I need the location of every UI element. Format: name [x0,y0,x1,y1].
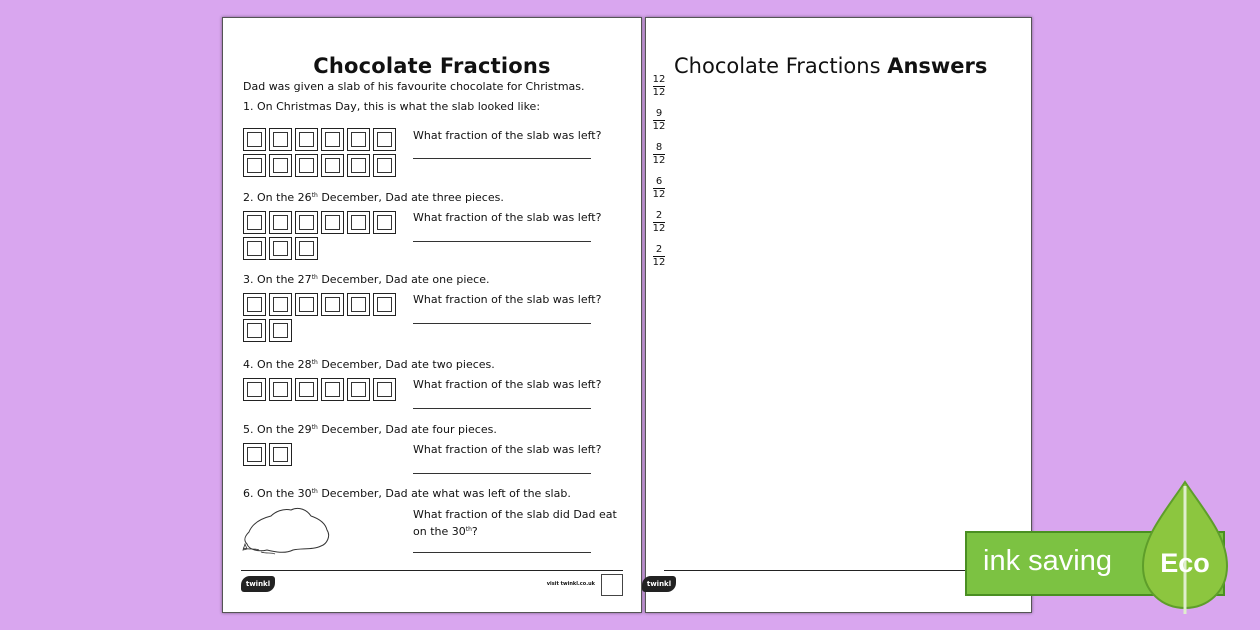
question-prompt: What fraction of the slab was left? [413,378,602,391]
answer-fraction: 2 12 [652,210,666,234]
answer-line[interactable] [413,241,591,242]
eco-leaf-drop-icon [1135,480,1235,615]
answer-line[interactable] [413,552,591,553]
answer-fraction: 12 12 [652,74,666,98]
answers-title: Chocolate Fractions Answers [674,54,988,78]
question-prompt: What fraction of the slab was left? [413,211,602,224]
worksheet-page [222,17,642,613]
footer-divider [664,570,1013,571]
answer-line[interactable] [413,473,591,474]
question-prompt: What fraction of the slab was left? [413,293,602,306]
question-6-prompt: What fraction of the slab did Dad eat on the 30th? [413,508,617,538]
answer-fraction: 9 12 [652,108,666,132]
intro-text: Dad was given a slab of his favourite chocolate for Christmas. [243,80,585,93]
question-2: 2. On the 26th December, Dad ate three pieces. [243,191,504,204]
ink-saving-label: ink saving [983,545,1112,577]
answer-line[interactable] [413,158,591,159]
answer-fraction: 8 12 [652,142,666,166]
question-1: 1. On Christmas Day, this is what the slab looked like: [243,100,541,113]
answers-page [645,17,1032,613]
question-prompt: What fraction of the slab was left? [413,443,602,456]
answer-fraction: 6 12 [652,176,666,200]
page-title: Chocolate Fractions [313,54,551,78]
twinkl-logo: twinkl [642,576,676,592]
question-3: 3. On the 27th December, Dad ate one piece. [243,273,490,286]
answer-line[interactable] [413,408,591,409]
answer-fraction: 2 12 [652,244,666,268]
question-5: 5. On the 29th December, Dad ate four pieces. [243,423,497,436]
answer-line[interactable] [413,323,591,324]
quality-badge-icon [601,574,623,596]
question-4: 4. On the 28th December, Dad ate two pieces. [243,358,495,371]
chocolate-crumbs-illustration [241,504,333,556]
eco-label: Eco [1160,548,1210,578]
footer-url: visit twinkl.co.uk [546,581,595,587]
question-prompt: What fraction of the slab was left? [413,129,602,142]
footer-divider [241,570,623,571]
twinkl-logo: twinkl [241,576,275,592]
question-6: 6. On the 30th December, Dad ate what was left of the slab. [243,487,571,500]
